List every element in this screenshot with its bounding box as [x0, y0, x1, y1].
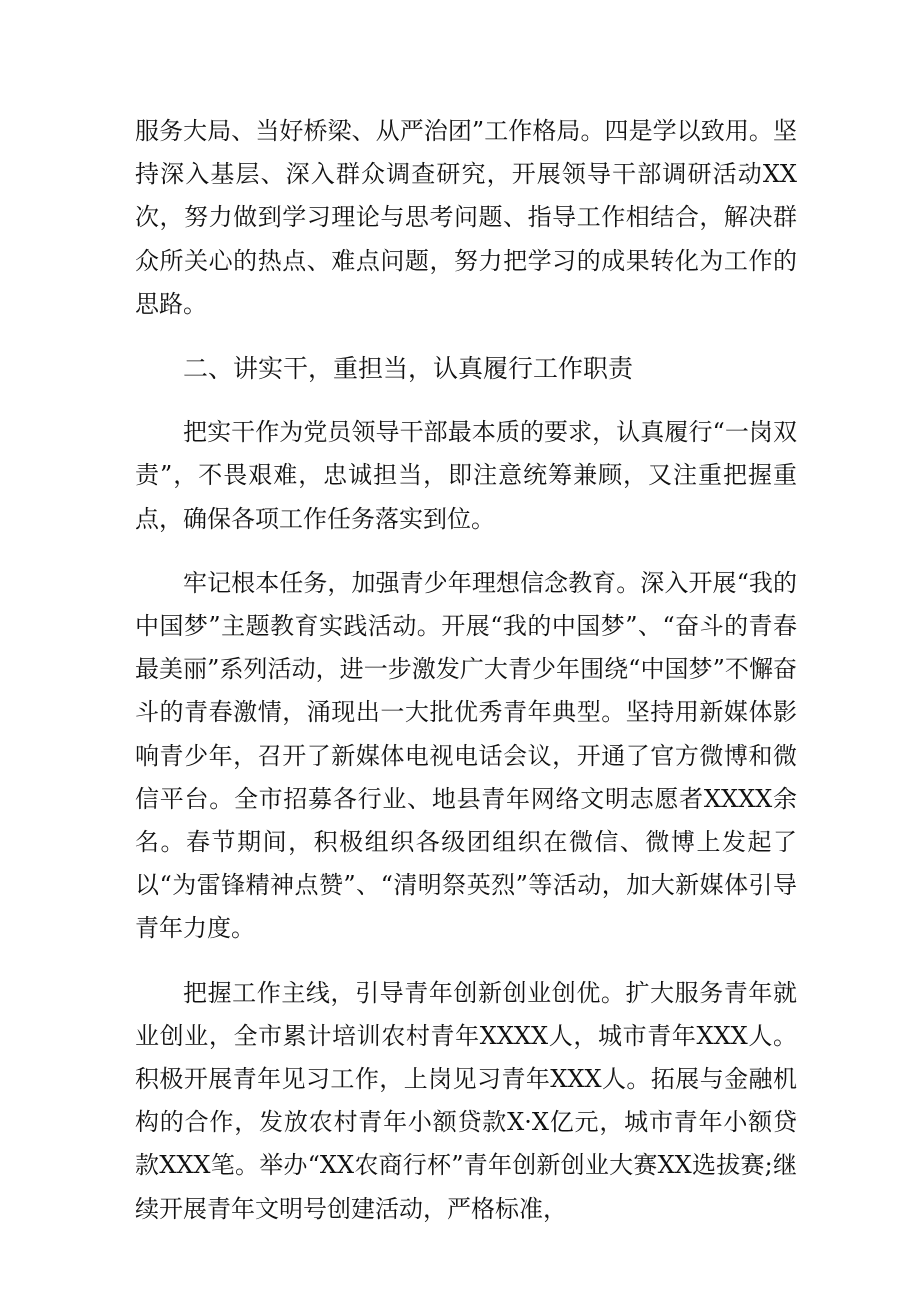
paragraph-intro: 把实干作为党员领导干部最本质的要求，认真履行“一岗双责”，不畏艰难，忠诚担当，即注意统筹兼顾，又注重把握重点，确保各项工作任务落实到位。	[135, 418, 797, 533]
paragraph-ideals-education: 牢记根本任务，加强青少年理想信念教育。深入开展“我的中国梦”主题教育实践活动。开展“我的中国梦”、“奋斗的青春最美丽”系列活动，进一步激发广大青少年围绕“中国梦”不懈奋斗的青春激情，涌现出一大批优秀青年典型。坚持用新媒体影响青少年，召开了新媒体电视电话会议，开通了官方微博和微信平台。全市招募各行业、地县青年网络文明志愿者XXXX余名。春节期间，积极组织各级团组织在微信、微博上发起了以“为雷锋精神点赞”、“清明祭英烈”等活动，加大新媒体引导青年力度。	[135, 568, 797, 943]
paragraph-entrepreneurship: 把握工作主线，引导青年创新创业创优。扩大服务青年就业创业，全市累计培训农村青年XXXX人，城市青年XXX人。积极开展青年见习工作，上岗见习青年XXX人。拓展与金融机构的合作，发放农村青年小额贷款X·X亿元，城市青年小额贷款XXX笔。举办“XX农商行杯”青年创新创业大赛XX选拔赛;继续开展青年文明号创建活动，严格标准，	[135, 978, 797, 1223]
paragraph-continued: 服务大局、当好桥梁、从严治团”工作格局。四是学以致用。坚持深入基层、深入群众调查研究，开展领导干部调研活动XX次，努力做到学习理论与思考问题、指导工作相结合，解决群众所关心的热点、难点问题，努力把学习的成果转化为工作的思路。	[135, 117, 797, 318]
section-heading: 二、讲实干，重担当，认真履行工作职责	[183, 354, 634, 384]
document-body	[135, 110, 797, 1252]
